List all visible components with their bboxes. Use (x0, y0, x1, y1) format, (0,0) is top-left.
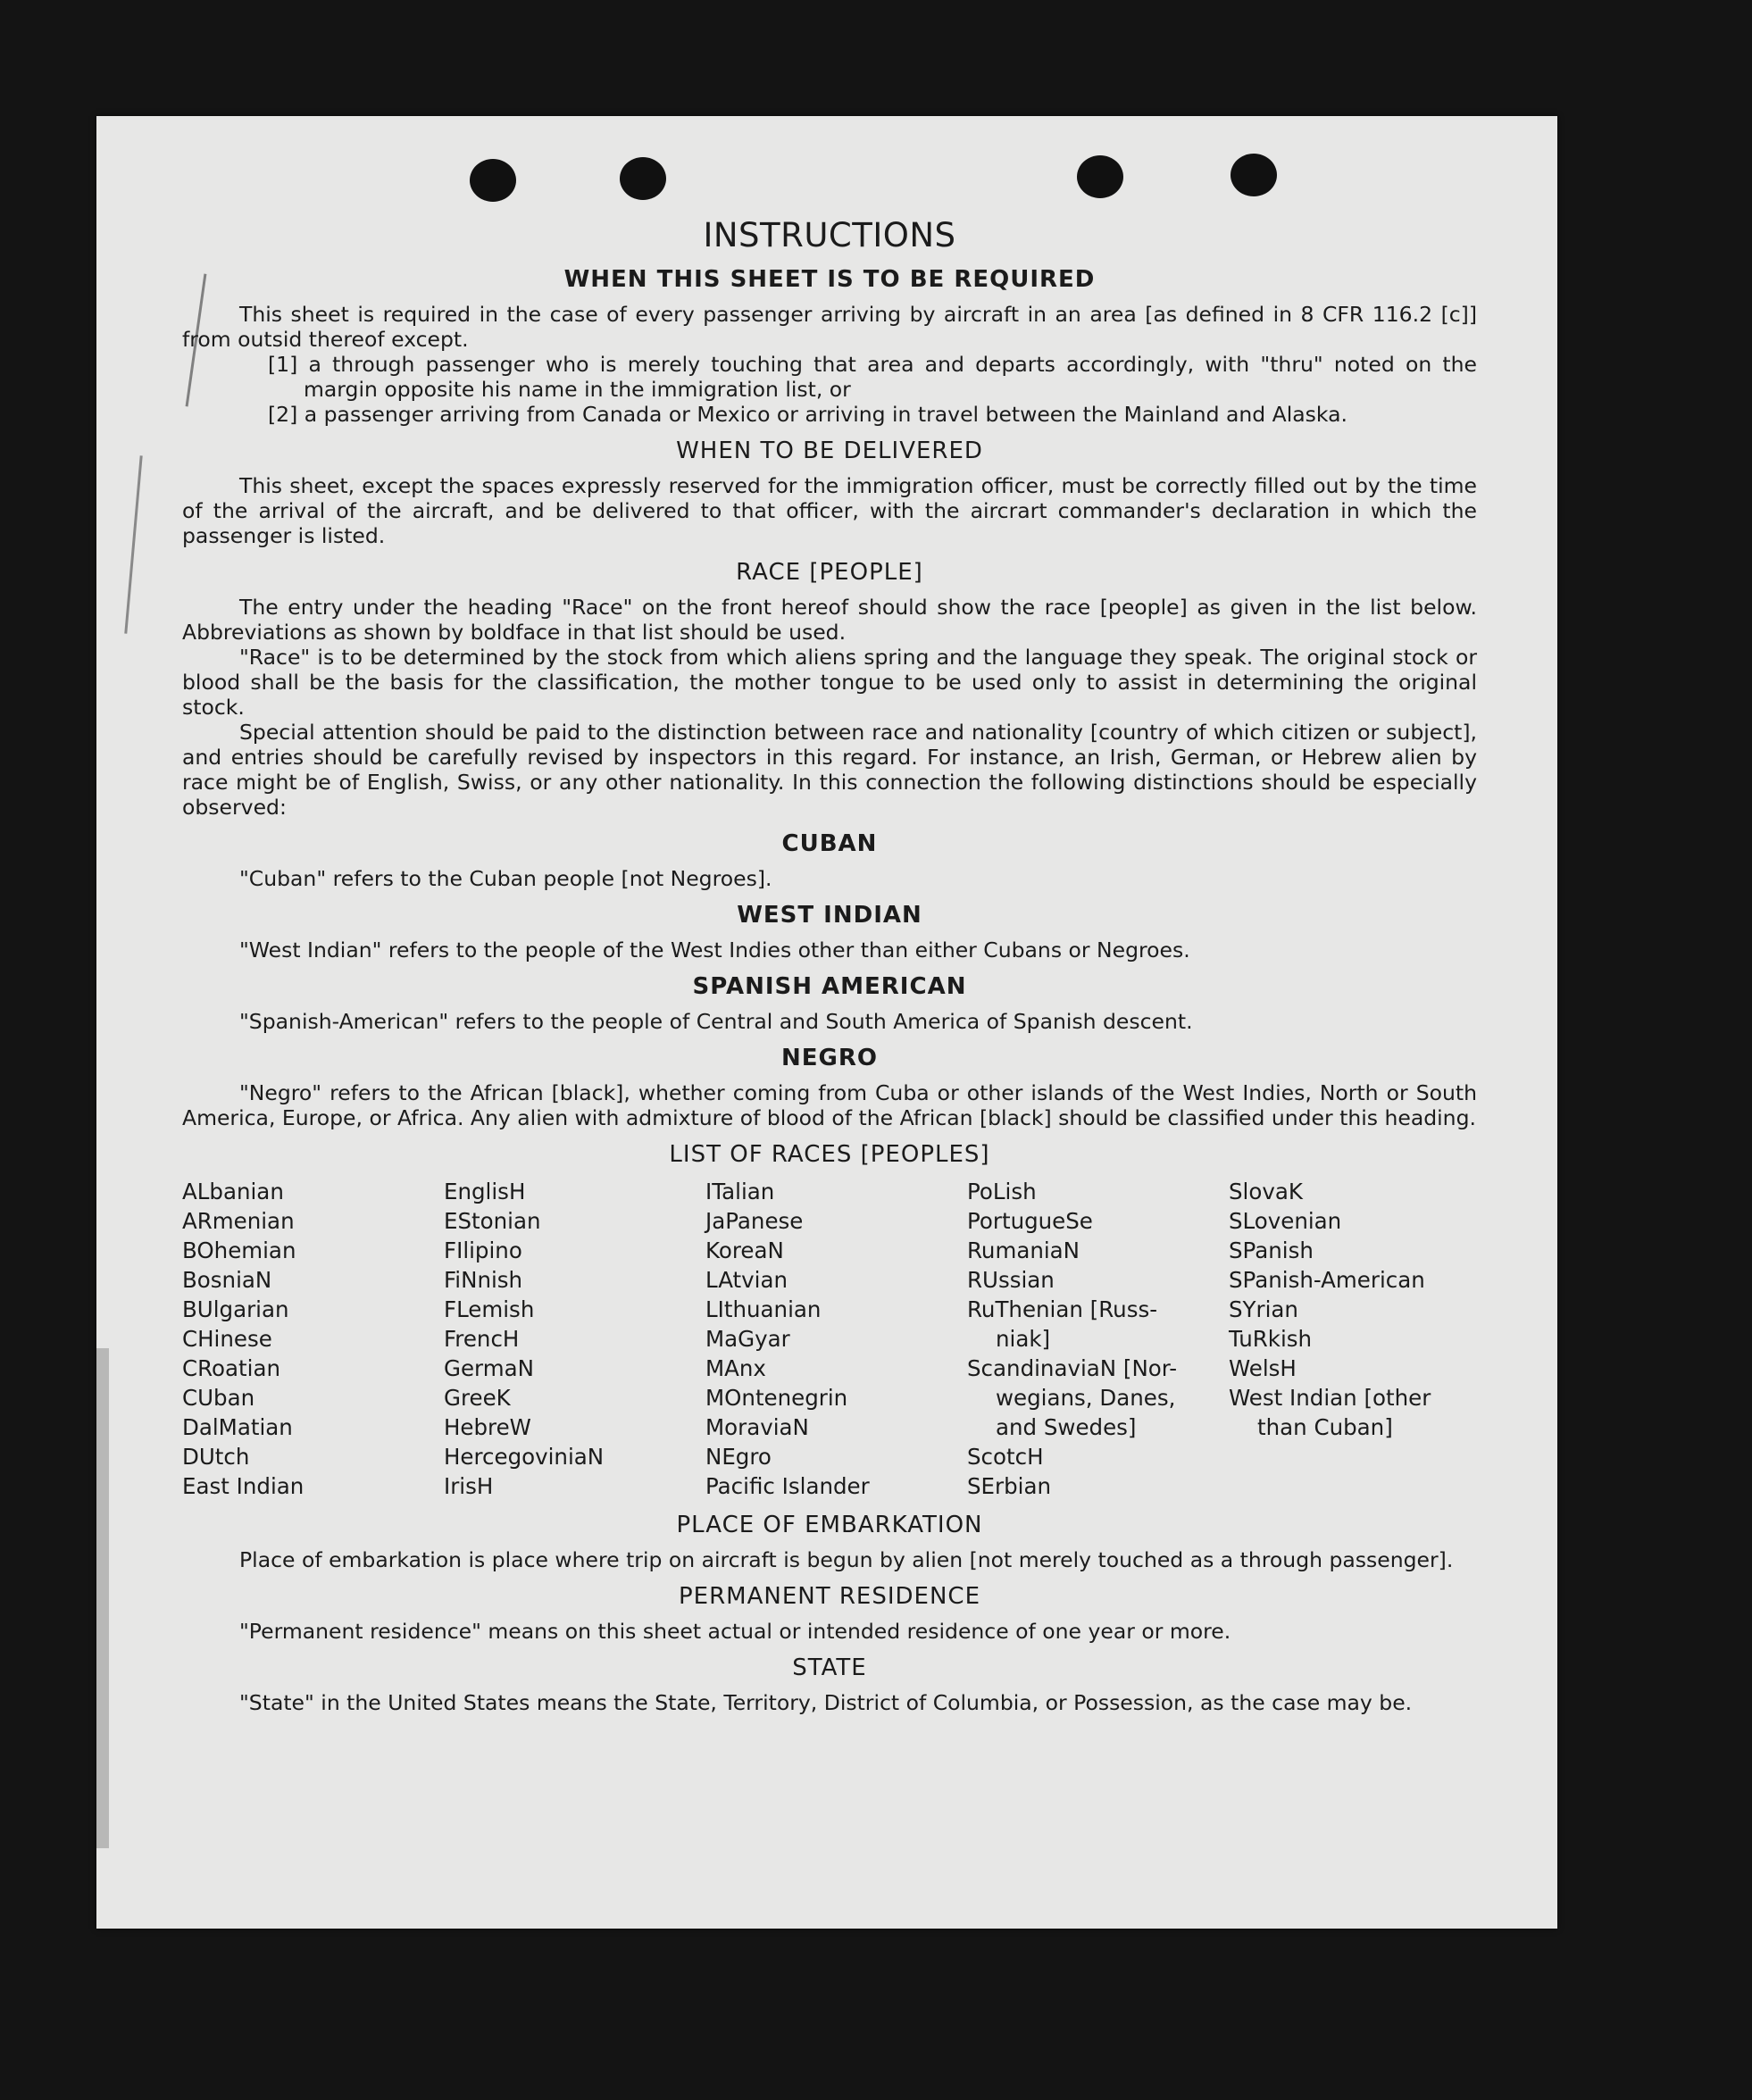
section-heading: RACE [PEOPLE] (736, 559, 923, 586)
race-entry: MoraviaN (705, 1414, 809, 1440)
race-column (967, 1177, 1229, 1501)
race-entry: ScotcH (967, 1444, 1044, 1470)
race-entry: SErbian (967, 1473, 1052, 1499)
punch-hole (470, 159, 516, 202)
paragraph: Place of embarkation is place where trip on aircraft is begun by alien [not merely touched as a through passenger]. (239, 1547, 1454, 1572)
race-entry: SPanish (1229, 1238, 1314, 1263)
race-entry: HebreW (444, 1414, 531, 1440)
race-entry: HercegoviniaN (444, 1444, 605, 1470)
paragraph: "Spanish-American" refers to the people of Central and South America of Spanish descent. (239, 1009, 1193, 1034)
race-entry: IrisH (444, 1473, 494, 1499)
race-entry: FiNnish (444, 1267, 523, 1293)
race-column (444, 1177, 705, 1501)
race-entry: ScandinaviaN [Nor- (967, 1355, 1178, 1381)
race-entry: NEgro (705, 1444, 772, 1470)
race-entry: KoreaN (705, 1238, 784, 1263)
paragraph: The entry under the heading "Race" on the front hereof should show the race [people] as given in the list below. Abbreviations as shown by boldface in that list should be used. (182, 595, 1477, 645)
section-heading: WEST INDIAN (737, 902, 922, 929)
race-entry: LAtvian (705, 1267, 788, 1293)
instruction-sheet (96, 116, 1557, 1929)
paragraph: Special attention should be paid to the distinction between race and nationality [country of which citizen or subject], and entries should be carefully revised by inspectors in this regard. For instance, an Irish, German, or Hebrew alien by race might be of English, Swiss, or any other nationality. In this connection the following distinctions should be especially observed: (182, 720, 1477, 820)
margin-mark (96, 1348, 109, 1848)
race-column (182, 1177, 444, 1501)
race-entry: LIthuanian (705, 1296, 822, 1322)
race-entry: TuRkish (1229, 1326, 1313, 1352)
race-entry: FrencH (444, 1326, 520, 1352)
page-title: INSTRUCTIONS (703, 216, 956, 254)
punch-hole (1077, 155, 1123, 198)
race-entry: SYrian (1229, 1296, 1298, 1322)
race-entry: EnglisH (444, 1179, 526, 1204)
race-entry: DUtch (182, 1444, 250, 1470)
paragraph: "Permanent residence" means on this sheet actual or intended residence of one year or more. (239, 1619, 1231, 1644)
section-heading: WHEN THIS SHEET IS TO BE REQUIRED (563, 266, 1096, 293)
race-entry: MaGyar (705, 1326, 790, 1352)
race-entry: FLemish (444, 1296, 535, 1322)
paragraph: This sheet, except the spaces expressly reserved for the immigration officer, must be correctly filled out by the time of the arrival of the aircraft, and be delivered to that officer, with the aircrart commander's declaration in which the passenger is listed. (182, 473, 1477, 548)
section-heading: STATE (792, 1654, 867, 1681)
punch-hole (1231, 154, 1277, 196)
races-heading: LIST OF RACES [PEOPLES] (669, 1141, 990, 1168)
paragraph: "Negro" refers to the African [black], whether coming from Cuba or other islands of the West Indies, North or South America, Europe, or Africa. Any alien with admixture of blood of the African [black] should be classified under this heading. (182, 1080, 1477, 1130)
race-entry: PoLish (967, 1179, 1037, 1204)
race-entry: CRoatian (182, 1355, 280, 1381)
race-entry: GermaN (444, 1355, 534, 1381)
race-list (182, 1177, 1477, 1501)
race-entry: Pacific Islander (705, 1473, 870, 1499)
race-entry-continued: wegians, Danes, (996, 1385, 1176, 1411)
exception-item: [1] a through passenger who is merely touching that area and departs accordingly, with "thru" noted on the margin opposite his name in the immigration list, or (268, 352, 1477, 402)
race-entry: ITalian (705, 1179, 775, 1204)
race-entry: East Indian (182, 1473, 305, 1499)
race-column (705, 1177, 967, 1501)
race-entry: GreeK (444, 1385, 511, 1411)
section-heading: CUBAN (781, 830, 878, 857)
paragraph: "Cuban" refers to the Cuban people [not Negroes]. (239, 866, 772, 891)
race-entry: RUssian (967, 1267, 1055, 1293)
paragraph: This sheet is required in the case of every passenger arriving by aircraft in an area [as defined in 8 CFR 116.2 [c]] from outsid thereof except. (182, 302, 1477, 352)
race-entry: EStonian (444, 1208, 541, 1234)
race-entry: CUban (182, 1385, 255, 1411)
race-entry: SlovaK (1229, 1179, 1303, 1204)
race-entry: West Indian [other (1229, 1385, 1431, 1411)
race-entry: JaPanese (705, 1208, 804, 1234)
race-entry: SLovenian (1229, 1208, 1342, 1234)
race-entry: MOntenegrin (705, 1385, 848, 1411)
section-heading: PERMANENT RESIDENCE (678, 1583, 980, 1610)
race-entry-continued: and Swedes] (996, 1414, 1137, 1440)
race-entry: RuThenian [Russ- (967, 1296, 1158, 1322)
margin-mark (124, 455, 142, 634)
section-heading: WHEN TO BE DELIVERED (676, 438, 983, 464)
race-entry: BosniaN (182, 1267, 272, 1293)
race-entry: ARmenian (182, 1208, 295, 1234)
section-heading: PLACE OF EMBARKATION (676, 1512, 983, 1538)
sheet-content (182, 211, 1477, 1715)
race-entry: WelsH (1229, 1355, 1297, 1381)
race-entry: PortugueSe (967, 1208, 1093, 1234)
race-entry: ALbanian (182, 1179, 284, 1204)
race-entry: BOhemian (182, 1238, 296, 1263)
race-entry: MAnx (705, 1355, 766, 1381)
section-heading: SPANISH AMERICAN (692, 973, 967, 1000)
race-entry: DalMatian (182, 1414, 293, 1440)
race-entry: CHinese (182, 1326, 272, 1352)
paragraph: "Race" is to be determined by the stock from which aliens spring and the language they speak. The original stock or blood shall be the basis for the classification, the mother tongue to be used only to assist in determining the original stock. (182, 645, 1477, 720)
race-column (1229, 1177, 1488, 1501)
section-heading: NEGRO (781, 1045, 878, 1071)
paragraph: "State" in the United States means the State, Territory, District of Columbia, or Possession, as the case may be. (239, 1690, 1413, 1715)
race-entry: BUlgarian (182, 1296, 289, 1322)
punch-hole (620, 157, 666, 200)
race-entry: SPanish-American (1229, 1267, 1425, 1293)
race-entry-continued: than Cuban] (1257, 1414, 1393, 1440)
exception-item: [2] a passenger arriving from Canada or Mexico or arriving in travel between the Mainland and Alaska. (268, 402, 1347, 427)
race-entry: RumaniaN (967, 1238, 1080, 1263)
race-entry-continued: niak] (996, 1326, 1051, 1352)
paragraph: "West Indian" refers to the people of the West Indies other than either Cubans or Negroes. (239, 938, 1190, 962)
race-entry: FIlipino (444, 1238, 522, 1263)
